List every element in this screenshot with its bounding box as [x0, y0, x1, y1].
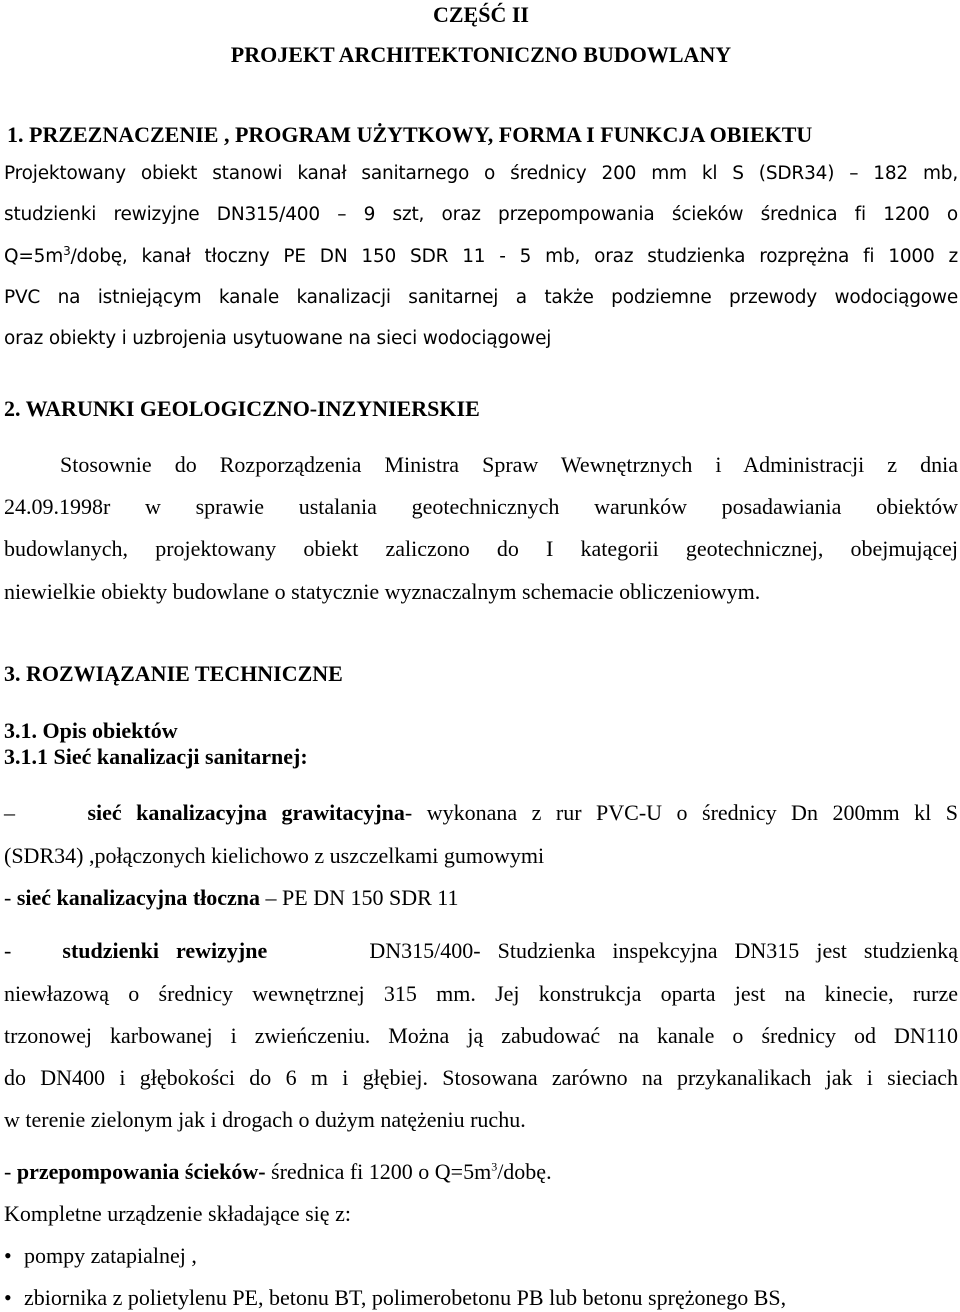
item-pressure-sewer-label: sieć kanalizacyjna tłoczna — [16, 885, 261, 910]
item-inspection-chambers — [4, 938, 958, 964]
item-inspection-chambers-line-2: trzonowej karbowanej i zwieńczeniu. Można ją zabudować na kanale o średnicy od DN110 — [4, 1023, 958, 1048]
item-gravity-sewer-label: sieć kanalizacyjna grawitacyjna — [87, 800, 405, 825]
item-inspection-chambers-line-3: do DN400 i głębokości do 6 m i głębiej. Stosowana zarówno na przykanalikach jak i sieciach — [4, 1065, 958, 1090]
list-dash: - — [4, 938, 12, 963]
section-1-heading: 1. PRZEZNACZENIE , PROGRAM UŻYTKOWY, FORMA I FUNKCJA OBIEKTU — [7, 122, 813, 147]
item-gravity-sewer — [4, 800, 958, 826]
list-dash: - — [4, 1159, 12, 1184]
item-pumping-station-text: średnica fi 1200 o Q=5m — [271, 1159, 492, 1184]
section-2-line-2: 24.09.1998r w sprawie ustalania geotechnicznych warunków posadawiania obiektów — [4, 494, 958, 519]
item-inspection-chambers-text: DN315/400- Studzienka inspekcyjna DN315 jest studzienką — [369, 938, 958, 963]
section-1-line-3-rest: /dobę, kanał tłoczny PE DN 150 SDR 11 - 5 mb, oraz studzienka rozprężna fi 1000 z — [70, 246, 958, 267]
item-pressure-sewer-text: – PE DN 150 SDR 11 — [265, 885, 459, 910]
item-pumping-station-label: przepompowania ścieków- — [16, 1159, 266, 1184]
bullet-icon: • — [4, 1285, 12, 1310]
complete-device-text: Kompletne urządzenie składające się z: — [4, 1201, 351, 1226]
item-pumping-station-tail: /dobę. — [497, 1159, 552, 1184]
subsection-3-1-1-heading: 3.1.1 Sieć kanalizacji sanitarnej: — [4, 744, 308, 769]
bullet-item — [4, 1285, 786, 1311]
part-title: CZĘŚĆ II — [433, 2, 529, 27]
section-2-line-1: Stosownie do Rozporządzenia Ministra Spraw Wewnętrznych i Administracji z dnia — [60, 452, 958, 477]
superscript: 3 — [63, 243, 71, 258]
superscript: 3 — [491, 1159, 498, 1174]
list-dash: - — [4, 885, 12, 910]
item-gravity-sewer-cont: (SDR34) ,połączonych kielichowo z uszczelkami gumowymi — [4, 843, 545, 868]
item-inspection-chambers-line-1: niewłazową o średnicy wewnętrznej 315 mm. Jej konstrukcja oparta jest na kinecie, rurze — [4, 981, 958, 1006]
item-gravity-sewer-text: - wykonana z rur PVC-U o średnicy Dn 200mm kl S — [404, 800, 959, 825]
item-inspection-chambers-label: studzienki rewizyjne — [62, 938, 268, 963]
bullet-item-text: pompy zatapialnej , — [24, 1243, 197, 1268]
section-2-heading: 2. WARUNKI GEOLOGICZNO-INZYNIERSKIE — [4, 396, 480, 421]
bullet-item-text: zbiornika z polietylenu PE, betonu BT, polimerobetonu PB lub betonu sprężonego BS, — [24, 1285, 787, 1310]
document-title: PROJEKT ARCHITEKTONICZNO BUDOWLANY — [230, 42, 732, 67]
item-pressure-sewer — [4, 885, 458, 911]
list-dash: – — [4, 800, 15, 825]
bullet-item — [4, 1243, 197, 1269]
section-3-heading: 3. ROZWIĄZANIE TECHNICZNE — [4, 661, 343, 686]
section-2-line-4: niewielkie obiekty budowlane o statycznie wyznaczalnym schemacie obliczeniowym. — [4, 579, 761, 604]
section-1-line-2: studzienki rewizyjne DN315/400 – 9 szt, oraz przepompowania ścieków średnica fi 1200 o — [4, 204, 958, 225]
subsection-3-1-heading: 3.1. Opis obiektów — [4, 718, 178, 743]
section-1-line-1: Projektowany obiekt stanowi kanał sanitarnego o średnicy 200 mm kl S (SDR34) – 182 mb, — [4, 163, 958, 184]
section-2-line-3: budowlanych, projektowany obiekt zaliczono do I kategorii geotechnicznej, obejmującej — [4, 536, 958, 561]
item-pumping-station — [4, 1159, 552, 1185]
section-1-line-4: PVC na istniejącym kanale kanalizacji sanitarnej a także podziemne przewody wodociągowe — [4, 287, 958, 308]
item-inspection-chambers-line-4: w terenie zielonym jak i drogach o dużym natężeniu ruchu. — [4, 1107, 526, 1132]
flow-unit-text: Q=5m — [4, 246, 64, 267]
bullet-icon: • — [4, 1243, 12, 1268]
document-page — [4, 0, 958, 1312]
section-1-line-5: oraz obiekty i uzbrojenia usytuowane na sieci wodociągowej — [4, 328, 552, 349]
section-1-line-3 — [4, 243, 958, 267]
